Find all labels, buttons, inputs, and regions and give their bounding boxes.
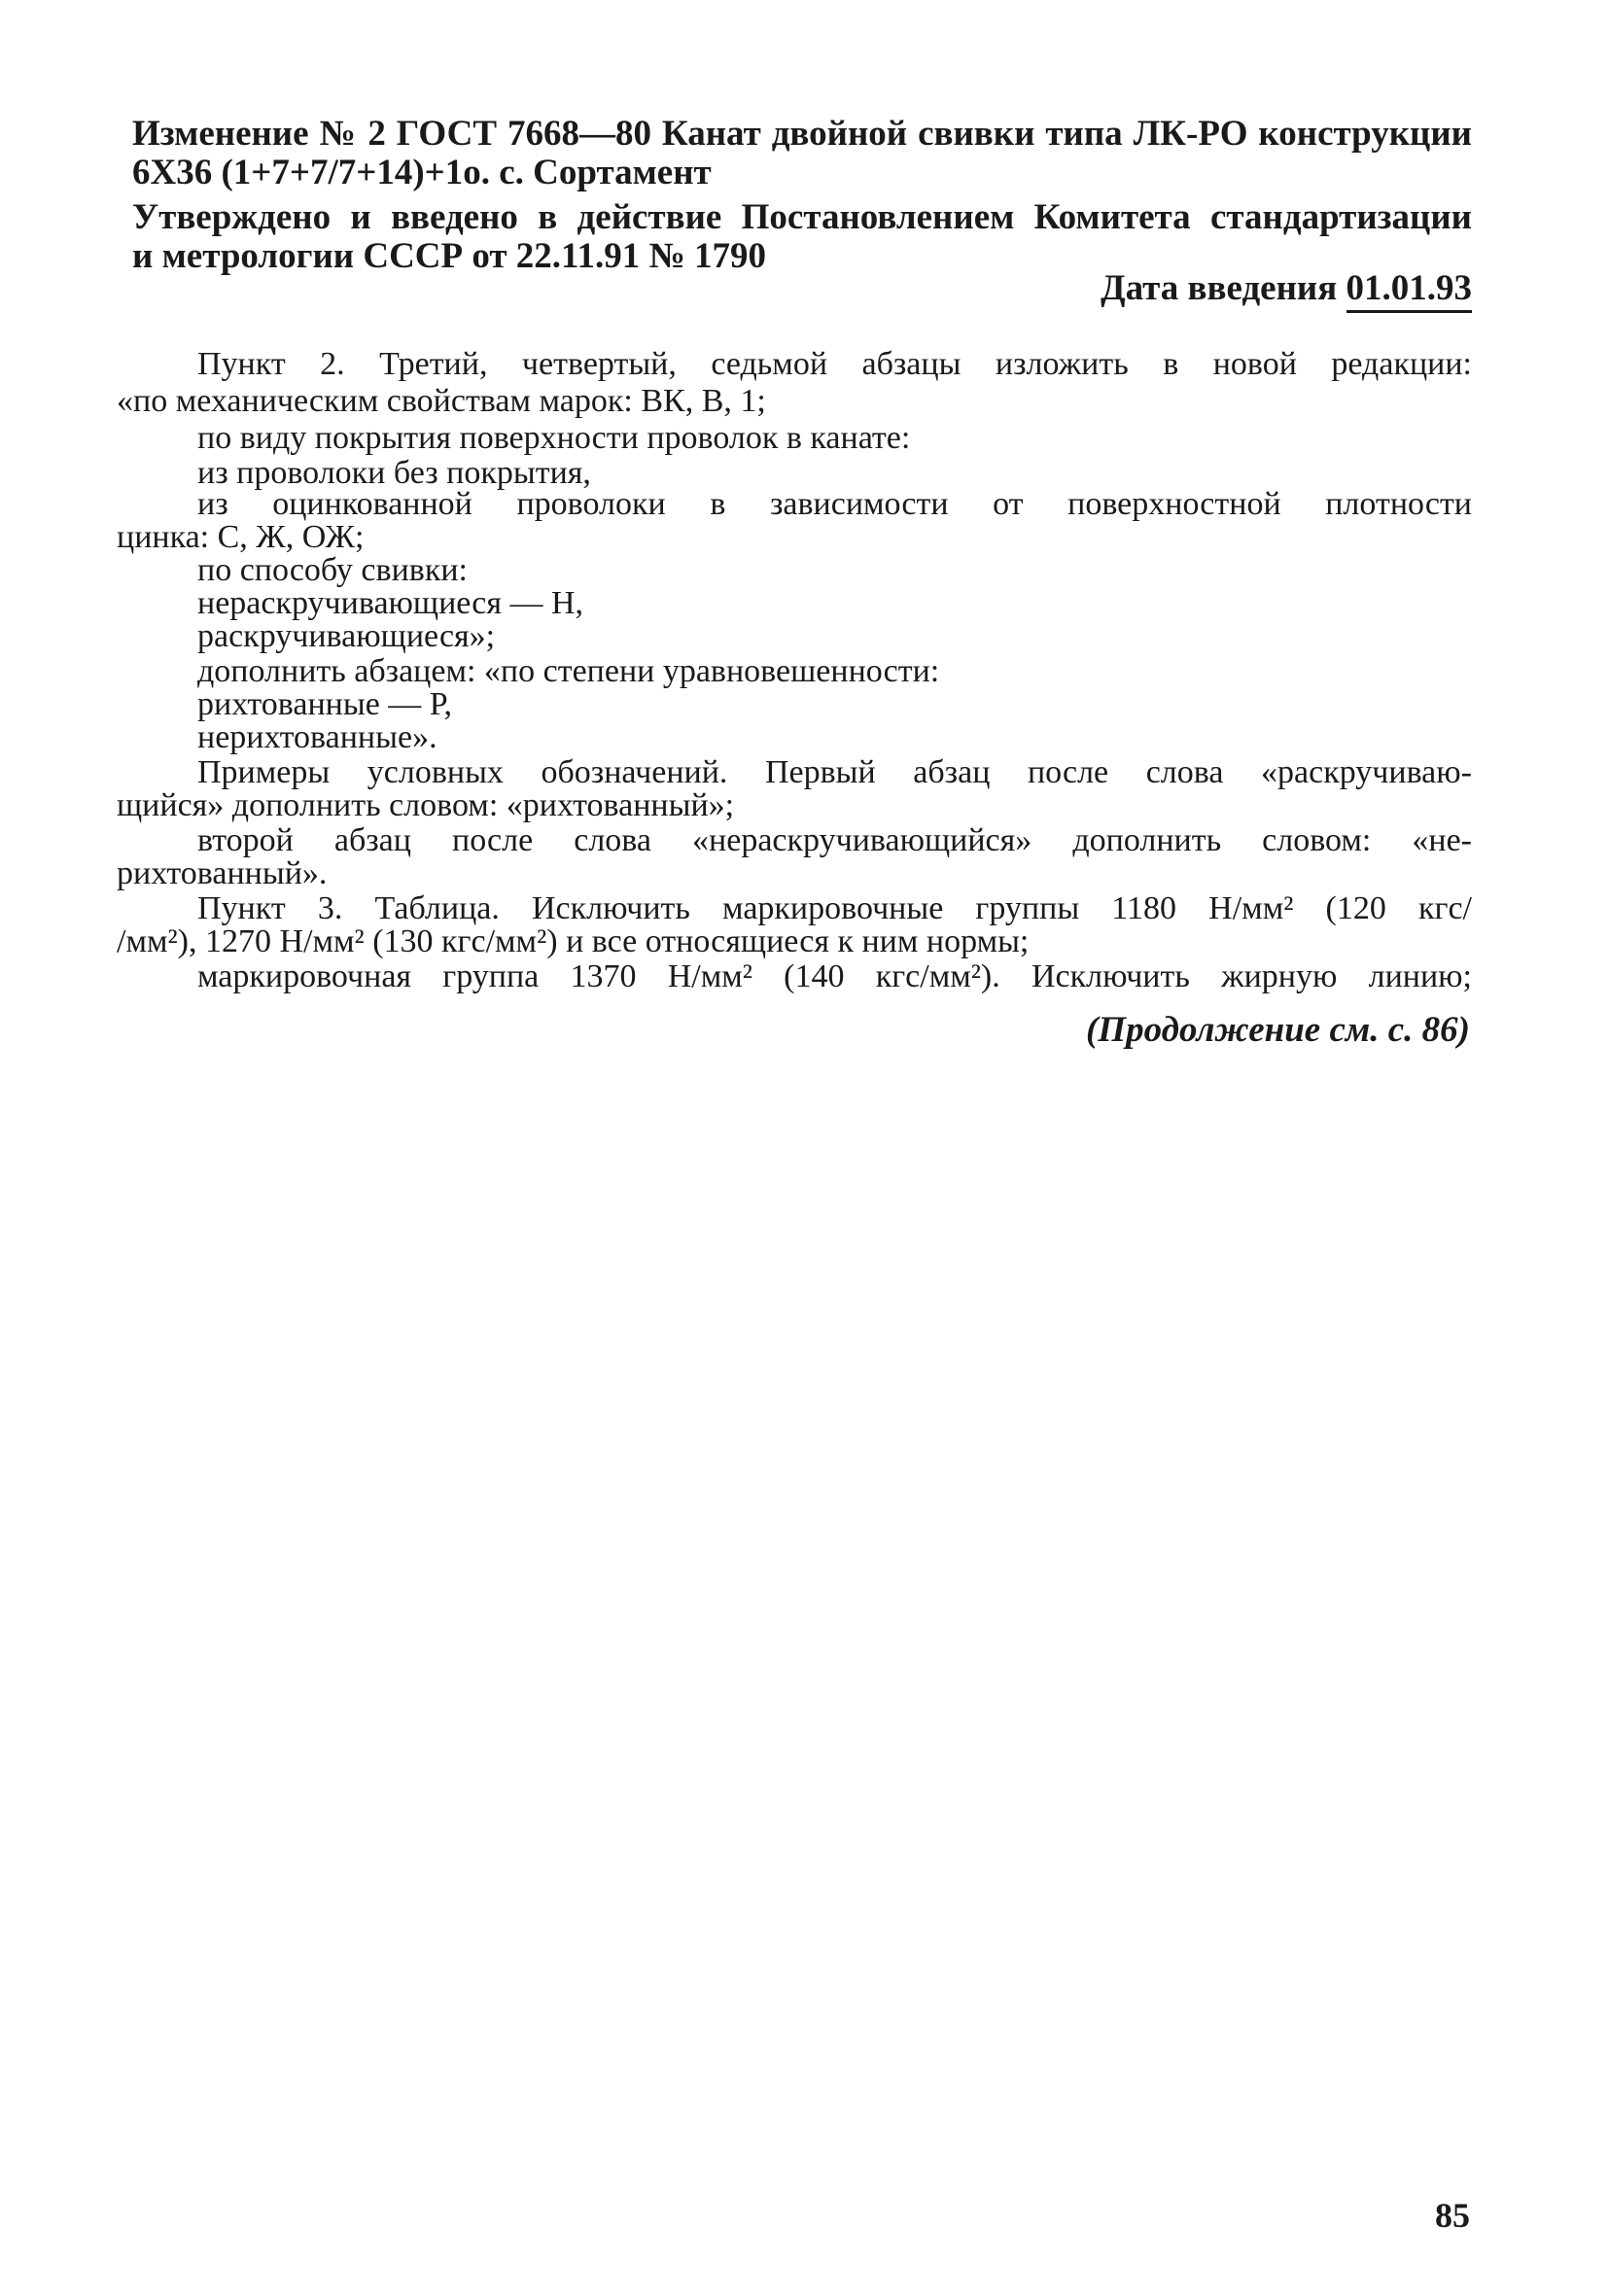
body-line: раскручивающиеся»;	[197, 618, 496, 654]
body-line: цинка: С, Ж, ОЖ;	[117, 519, 365, 555]
approval-line-1: Утверждено и введено в действие Постановлением Комитета стандартизации	[132, 197, 1472, 237]
body-line: Пункт 3. Таблица. Исключить маркировочные группы 1180 Н/мм² (120 кгс/	[197, 890, 1472, 926]
body-line: из оцинкованной проволоки в зависимости от поверхностной плотности	[197, 486, 1472, 522]
continuation-note: (Продолжение см. с. 86)	[1085, 1010, 1470, 1050]
amendment-title-line-2: 6Х36 (1+7+7/7+14)+1о. с. Сортамент	[132, 153, 712, 192]
body-line: «по механическим свойствам марок: ВК, В, 1;	[117, 383, 766, 419]
body-line: Пункт 2. Третий, четвертый, седьмой абзацы изложить в новой редакции:	[197, 346, 1472, 382]
page-number: 85	[1435, 2196, 1470, 2235]
body-line: по способу свивки:	[197, 552, 468, 588]
body-line: из проволоки без покрытия,	[197, 455, 591, 491]
body-line: /мм²), 1270 Н/мм² (130 кгс/мм²) и все относящиеся к ним нормы;	[117, 923, 1030, 959]
body-line: маркировочная группа 1370 Н/мм² (140 кгс/мм²). Исключить жирную линию;	[197, 958, 1472, 994]
body-line: второй абзац после слова «нераскручивающийся» дополнить словом: «не-	[197, 822, 1472, 858]
body-line: щийся» дополнить словом: «рихтованный»;	[117, 787, 735, 823]
amendment-title-line-1: Изменение № 2 ГОСТ 7668—80 Канат двойной свивки типа ЛК-РО конструкции	[132, 114, 1472, 154]
body-line: нераскручивающиеся — Н,	[197, 585, 584, 621]
introduction-date-value: 01.01.93	[1346, 268, 1473, 313]
body-line: дополнить абзацем: «по степени уравновешенности:	[197, 653, 940, 689]
body-line: рихтованные — Р,	[197, 686, 452, 722]
introduction-date	[1101, 268, 1472, 309]
introduction-date-label: Дата введения	[1101, 268, 1338, 308]
body-line: рихтованный».	[117, 855, 328, 891]
body-line: Примеры условных обозначений. Первый абзац после слова «раскручиваю-	[197, 754, 1472, 790]
body-line: по виду покрытия поверхности проволок в канате:	[197, 420, 911, 456]
body-line: нерихтованные».	[197, 719, 437, 755]
approval-line-2: и метрологии СССР от 22.11.91 № 1790	[132, 236, 766, 276]
